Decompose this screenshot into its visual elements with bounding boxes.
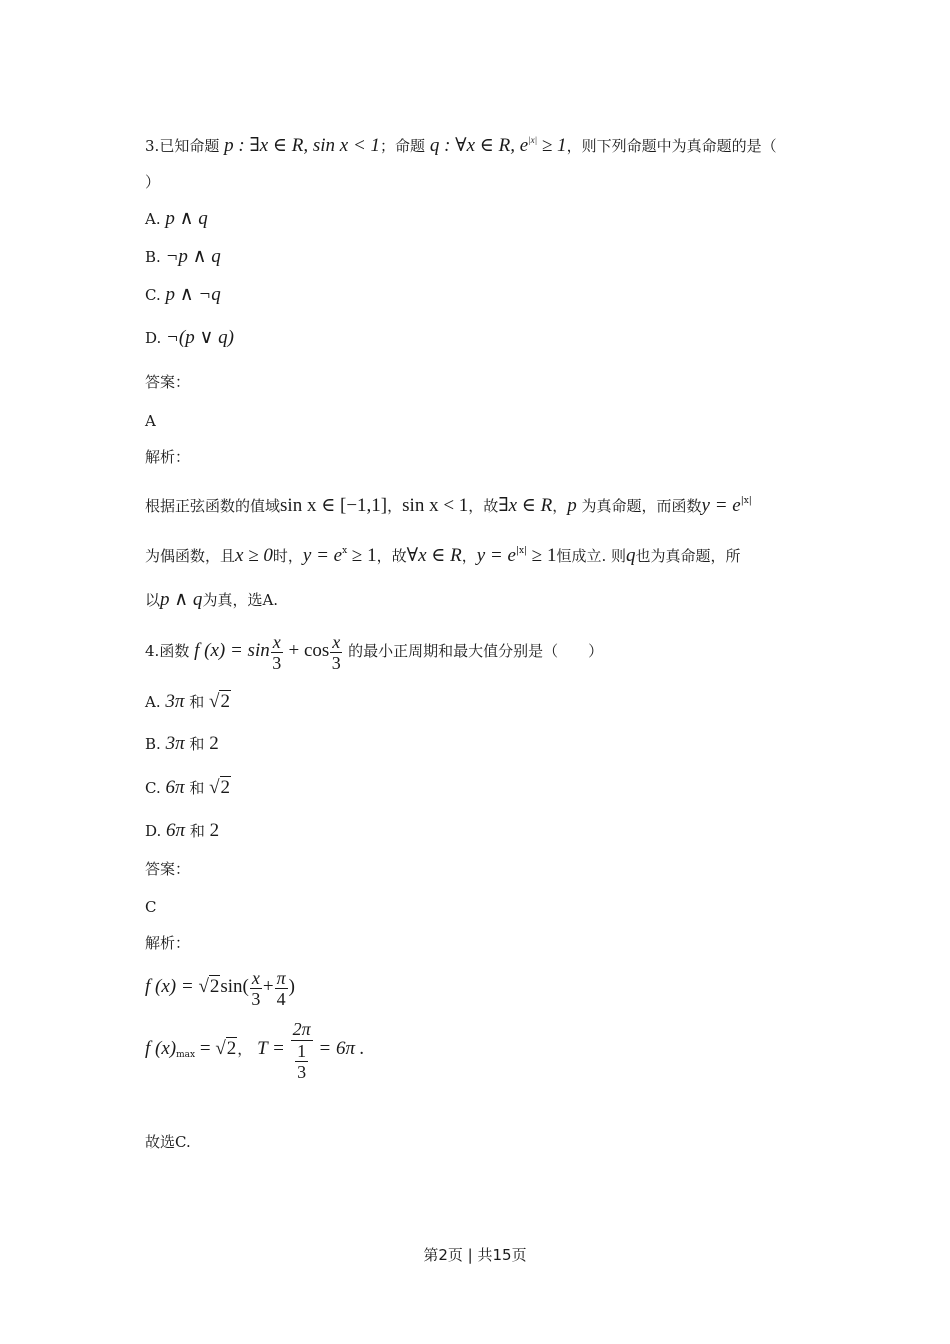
q3-analysis-line-3: 以p ∧ q为真，选A. bbox=[145, 589, 279, 610]
q4-option-a: A. 3π 和 √2 bbox=[145, 691, 230, 712]
q4-conclusion: 故选C. bbox=[145, 1133, 191, 1151]
q3-analysis-label: 解析： bbox=[145, 448, 191, 466]
q3-analysis-line-1: 根据正弦函数的值域sin x ∈ [−1,1]，sin x < 1，故∃x ∈ R，p 为真命题，而函数$y = e^{|x|}$ bbox=[145, 495, 752, 516]
sqrt-icon: √2 bbox=[215, 1038, 237, 1059]
q3-p-expr: p : ∃x ∈ R, sin x < 1 bbox=[224, 135, 381, 156]
q3-number: 3. bbox=[145, 137, 160, 155]
q4-solution-line-2: f $(x)_{max} = √2$， T = $\frac{2\pi}{\frac{1}{3}}$ = 6π . bbox=[145, 1014, 364, 1090]
sqrt-icon: √2 bbox=[198, 976, 220, 997]
q4-solution-line-1: f (x) = √2sin( $\frac{x}{3}$ + $\frac{\pi}{4}$ ) bbox=[145, 964, 295, 1010]
q3-answer: A bbox=[145, 412, 156, 430]
q4-answer: C bbox=[145, 898, 157, 916]
sqrt-icon: √2 bbox=[209, 777, 231, 798]
q3-analysis-line-2: 为偶函数，且x ≥ 0时，$y = e^x \ge 1$，故∀x ∈ R，$y = e^{|x|} \ge 1$恒成立. 则q也为真命题，所 bbox=[145, 545, 741, 566]
q4-analysis-label: 解析： bbox=[145, 934, 191, 952]
q3-answer-label: 答案： bbox=[145, 373, 191, 391]
q4-stem: 4.函数 f (x) = sin $\frac{x}{3}$ + cos $\frac{x}{3}$ 的最小正周期和最大值分别是（ ） bbox=[145, 631, 604, 673]
q4-frac-1: $\frac{x}{3}$ bbox=[272, 631, 282, 673]
q3-stem-close: ） bbox=[145, 173, 161, 191]
q3-q-expr: q : ∀x ∈ R, $e^{|x|} \ge 1$ bbox=[429, 135, 567, 156]
sqrt-icon: √2 bbox=[209, 691, 230, 712]
q4-option-d: D. 6π 和 2 bbox=[145, 820, 220, 841]
q4-number: 4. bbox=[145, 642, 160, 660]
q4-option-c: C. 6π 和 √2 bbox=[145, 777, 231, 798]
q3-option-d: D. ¬(p ∨ q) bbox=[145, 327, 234, 348]
q3-stem: 3.已知命题 p : ∃x ∈ R, sin x < 1；命题 q : ∀x ∈ R, $e^{|x|} \ge 1$，则下列命题中为真命题的是（ bbox=[145, 135, 777, 156]
q4-answer-label: 答案： bbox=[145, 860, 191, 878]
page-footer: 第2页 | 共15页 bbox=[423, 1246, 527, 1264]
q3-option-b: B. ¬p ∧ q bbox=[145, 246, 221, 267]
q4-option-b: B. 3π 和 2 bbox=[145, 733, 219, 754]
q4-frac-2: $\frac{x}{3}$ bbox=[331, 631, 341, 673]
q4-period-fraction: $\frac{2\pi}{\frac{1}{3}}$ bbox=[292, 1019, 311, 1082]
q3-option-a: A. p ∧ q bbox=[145, 208, 208, 229]
q3-option-c: C. p ∧ ¬q bbox=[145, 284, 221, 305]
